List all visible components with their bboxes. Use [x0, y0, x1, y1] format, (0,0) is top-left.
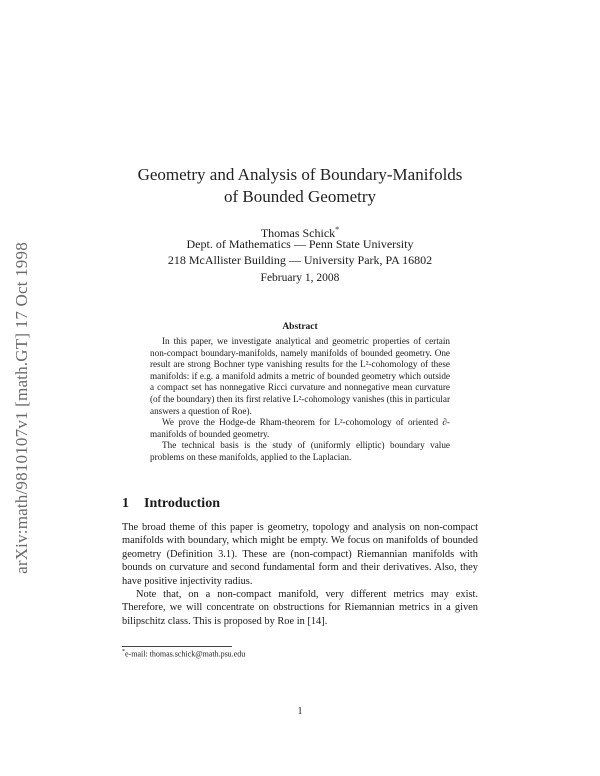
title-line-1: Geometry and Analysis of Boundary-Manifolds [137, 165, 463, 184]
footnote-text: e-mail: thomas.schick@math.psu.edu [125, 649, 246, 659]
title-line-2: of Bounded Geometry [223, 187, 377, 206]
footnote [122, 649, 245, 659]
footnote-mark: * [122, 649, 125, 655]
abstract-paragraph: The technical basis is the study of (uniformly elliptic) boundary value problems on these manifolds, applied to the Laplacian. [150, 440, 450, 462]
abstract-paragraph: We prove the Hodge-de Rham-theorem for L²-cohomology of oriented ∂-manifolds of bounded geometry. [150, 417, 450, 439]
arxiv-identifier: arXiv:math/9810107v1 [math.GT] 17 Oct 1998 [12, 242, 31, 574]
body-paragraph: Note that, on a non-compact manifold, very different metrics may exist. Therefore, we will concentrate on obstructions for Riemannian metrics in a given bilipschitz class. This is proposed by Roe in [14]. [122, 589, 478, 627]
paper-title [90, 164, 510, 208]
publication-date: February 1, 2008 [260, 272, 340, 284]
author-name: Thomas Schick [260, 226, 336, 240]
section-number: 1 [122, 496, 129, 511]
author-footnote-mark: * [335, 225, 340, 234]
footnote-rule [122, 646, 232, 647]
abstract-heading: Abstract [282, 322, 318, 332]
affiliation-line-1: Dept. of Mathematics — Penn State University [186, 237, 414, 251]
body-paragraph: The broad theme of this paper is geometry, topology and analysis on non-compact manifolds with boundary, which might be empty. We focus on manifolds of bounded geometry (Definition 3.1). These are (non-compact) Riemannian manifolds with bounds on curvature and second fundamental form and their derivatives. Also, they have positive injectivity radius. [122, 522, 478, 587]
section-title: Introduction [144, 496, 220, 511]
abstract-body [150, 336, 450, 464]
introduction-body [122, 521, 478, 628]
abstract-paragraph: In this paper, we investigate analytical and geometric properties of certain non-compact boundary-manifolds, namely manifolds of bounded geometry. One result are strong Bochner type vanishing results for the L²-cohomology of these manifolds: if e.g. a manifold admits a metric of bounded geometry which outside a compact set has nonnegative Ricci curvature and nonnegative mean curvature (of the boundary) then its first relative L²-cohomology vanishes (this in particular answers a question of Roe). [150, 336, 450, 416]
affiliation [90, 236, 510, 268]
section-heading [122, 496, 220, 512]
page-number: 1 [297, 706, 303, 717]
affiliation-line-2: 218 McAllister Building — University Park, PA 16802 [167, 253, 433, 267]
